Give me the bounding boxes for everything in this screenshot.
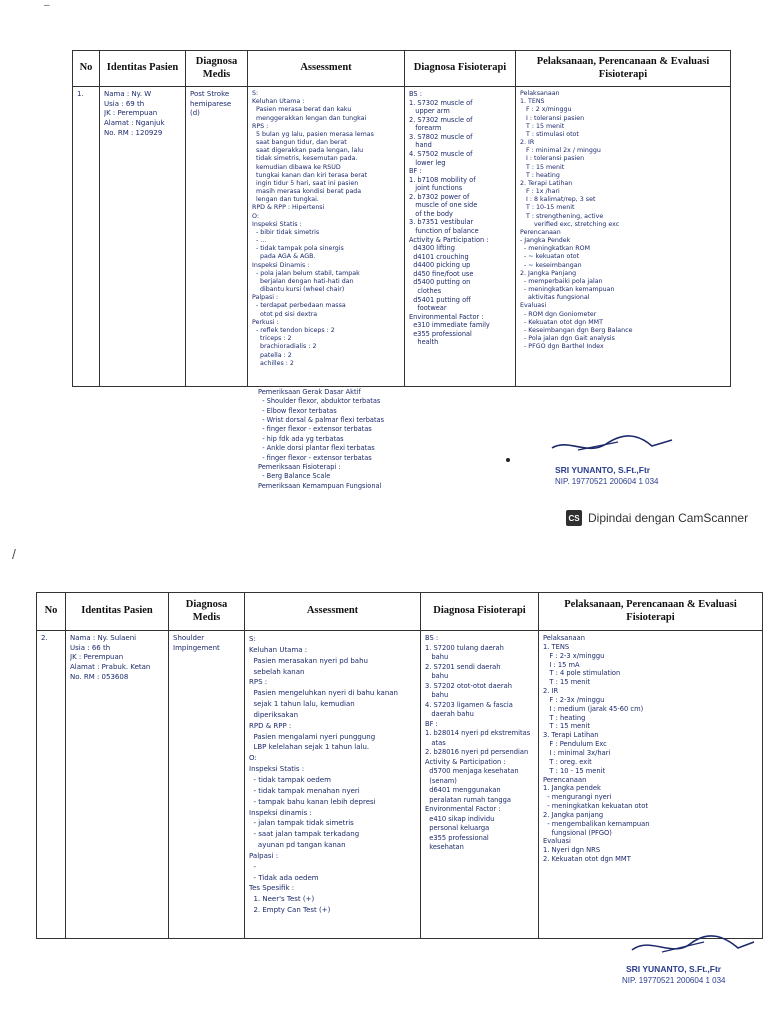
handwritten-line: LBP kelelahan sejak 1 tahun lalu. <box>249 743 370 752</box>
handwritten-line: Keluhan Utama : <box>249 645 308 654</box>
handwritten-line: personal keluarga <box>425 824 490 833</box>
handwritten-line: I : 15 mA <box>543 660 580 669</box>
handwritten-line: Pasien merasakan nyeri pd bahu <box>249 656 368 665</box>
camscanner-icon: CS <box>566 510 582 526</box>
handwritten-line: (senam) <box>425 776 457 785</box>
handwritten-line: - mengurangi nyeri <box>543 793 612 802</box>
handwritten-line: - Pola jalan dgn Gait analysis <box>520 335 615 343</box>
handwritten-line: brachioradialis : 2 <box>252 343 317 351</box>
handwritten-line: Shoulder <box>173 634 205 642</box>
handwritten-line: e355 professional <box>425 833 489 842</box>
handwritten-line: - finger flexor - extensor terbatas <box>258 425 372 434</box>
handwritten-line: O: <box>252 212 259 220</box>
scan-mark-top: – <box>44 0 50 11</box>
handwritten-line: - jalan tampak tidak simetris <box>249 819 354 828</box>
handwritten-line: T : 10 - 15 menit <box>543 766 606 775</box>
handwritten-line: - tidak tampak pola sinergis <box>252 245 344 253</box>
handwritten-line: saat bangun tidur, dan berat <box>252 139 347 147</box>
handwritten-line: of the body <box>409 209 453 218</box>
handwritten-line: - ~ keseimbangan <box>520 261 582 269</box>
cell-diagnosa-medis <box>186 87 248 387</box>
handwritten-line: - pola jalan belum stabil, tampak <box>252 269 360 277</box>
handwritten-line: JK : Perempuan <box>104 109 158 118</box>
handwritten-line: T : 15 menit <box>520 163 565 171</box>
handwritten-line: hemiparese <box>190 99 232 108</box>
handwritten-line: 4. S7203 ligamen & fascia <box>425 700 513 709</box>
handwritten-line: F : 2-3 x/minggu <box>543 651 605 660</box>
cell-identitas <box>100 87 186 387</box>
handwritten-line: dibantu kursi (wheel chair) <box>252 286 345 294</box>
handwritten-line: Pasien mengalami nyeri punggung <box>249 732 376 741</box>
handwritten-line: 2. S7201 sendi daerah <box>425 662 501 671</box>
handwritten-line: e410 sikap individu <box>425 814 495 823</box>
handwritten-line: Pelaksanaan <box>543 634 585 642</box>
camscanner-badge <box>566 510 748 526</box>
handwritten-line: d4101 crouching <box>409 252 469 261</box>
handwritten-line: T : 15 menit <box>543 678 590 687</box>
handwritten-line: bahu <box>425 653 449 662</box>
ink-dot <box>506 458 510 462</box>
handwritten-line: 2. S7302 muscle of <box>409 115 473 124</box>
assessment-table-1 <box>72 50 731 387</box>
handwritten-line: function of balance <box>409 227 479 235</box>
handwritten-line: RPD & RPP : <box>249 721 292 730</box>
handwritten-line: bahu <box>425 691 449 700</box>
handwritten-line: e355 professional <box>409 329 472 338</box>
handwritten-line: - ROM dgn Goniometer <box>520 310 597 318</box>
cell-assessment <box>245 631 421 939</box>
handwritten-line: F : 2-3x /minggu <box>543 695 605 704</box>
handwritten-line: d5700 menjaga kesehatan <box>425 767 519 776</box>
handwritten-line: - tampak bahu kanan lebih depresi <box>249 797 376 806</box>
handwritten-line: d5401 putting off <box>409 295 471 304</box>
handwritten-line: - Wrist dorsal & palmar flexi terbatas <box>258 416 385 425</box>
handwritten-line: 2. IR <box>543 687 559 696</box>
handwritten-line: No. RM : 053608 <box>70 672 129 681</box>
handwritten-line: d450 fine/foot use <box>409 269 474 278</box>
handwritten-line: Pelaksanaan <box>520 90 560 97</box>
handwritten-line: 2. IR <box>520 139 535 147</box>
signature-name-1: SRI YUNANTO, S.Ft.,Ftr <box>555 465 651 475</box>
handwritten-line: T : 15 menit <box>543 722 590 731</box>
handwritten-line: 1. TENS <box>520 98 545 106</box>
handwritten-line: Usia : 69 th <box>104 99 145 108</box>
handwritten-line: Palpasi : <box>249 851 279 860</box>
handwritten-line: - ... <box>252 237 267 245</box>
handwritten-line: 5 bulan yg lalu, pasien merasa lemas <box>252 130 374 138</box>
handwritten-line: 2. Terapi Latihan <box>520 179 573 187</box>
handwritten-line: - tidak tampak menahan nyeri <box>249 786 360 795</box>
handwritten-line: clothes <box>409 286 442 295</box>
handwritten-line: RPS : <box>252 122 269 130</box>
signature-scrawl-2 <box>628 930 758 962</box>
handwritten-line: - mengembalikan kemampuan <box>543 819 650 828</box>
handwritten-line: BS : <box>425 634 439 642</box>
handwritten-line: T : stimulasi otot <box>520 130 579 138</box>
handwritten-line: Alamat : Prabuk. Ketan <box>70 662 151 671</box>
handwritten-line: T : heating <box>520 171 560 179</box>
handwritten-line: sejak 1 tahun lalu, kemudian <box>249 700 355 709</box>
handwritten-line: Inspeksi dinamis : <box>249 808 312 817</box>
handwritten-line: 3. S7802 muscle of <box>409 132 473 141</box>
cell-diagnosa-fisio <box>405 87 516 387</box>
handwritten-line: d5400 putting on <box>409 278 471 287</box>
handwritten-line: S: <box>252 90 259 97</box>
handwritten-line: - ~ kekuatan otot <box>520 253 580 261</box>
handwritten-line: Pasien mengeluhkan nyeri di bahu kanan <box>249 689 398 698</box>
handwritten-line: menggerakkan lengan dan tungkai <box>252 114 367 122</box>
handwritten-line: upper arm <box>409 107 450 116</box>
handwritten-line: 3. Terapi Latihan <box>543 731 599 740</box>
handwritten-line: diperiksakan <box>249 710 299 719</box>
cell-assessment <box>248 87 405 387</box>
handwritten-line: - PFGO dgn Barthel Index <box>520 343 604 351</box>
cell-pelaksanaan <box>539 631 763 939</box>
handwritten-line: Evaluasi <box>543 837 571 846</box>
handwritten-line: Environmental Factor : <box>425 805 501 814</box>
handwritten-line: F : Pendulum Exc <box>543 740 607 749</box>
handwritten-line: Perkusi : <box>252 318 279 326</box>
cell-diagnosa-medis <box>169 631 245 939</box>
handwritten-line: F : minimal 2x / minggu <box>520 147 601 155</box>
header-pelaksanaan: Pelaksanaan, Perencanaan & Evaluasi Fisioterapi <box>516 51 731 87</box>
header-row <box>37 593 763 631</box>
handwritten-line: 1. Jangka pendek <box>543 784 601 793</box>
handwritten-line: 1. S7200 tulang daerah <box>425 643 504 652</box>
handwritten-line: berjalan dengan hati-hati dan <box>252 277 354 285</box>
handwritten-line: - terdapat perbedaan massa <box>252 302 346 310</box>
handwritten-line: lower leg <box>409 158 446 167</box>
handwritten-line: (d) <box>190 109 200 118</box>
handwritten-line: Post Stroke <box>190 90 230 98</box>
handwritten-line: BF : <box>409 167 422 176</box>
handwritten-line: 2. Jangka panjang <box>543 810 604 819</box>
handwritten-line: I : medium (jarak 45-60 cm) <box>543 704 644 713</box>
handwritten-line: Activity & Participation : <box>409 235 489 244</box>
handwritten-line: T : heating <box>543 713 586 722</box>
header-diagnosa-medis: Diagnosa Medis <box>169 593 245 631</box>
cell-identitas <box>66 631 169 939</box>
handwritten-line: - meningkatkan kekuatan otot <box>543 802 648 811</box>
header-row <box>73 51 731 87</box>
handwritten-line: achilles : 2 <box>252 359 294 367</box>
handwritten-line: Pasien merasa berat dan kaku <box>252 106 352 114</box>
header-diagnosa-medis: Diagnosa Medis <box>186 51 248 87</box>
handwritten-line: - hip fdk ada yg terbatas <box>258 434 344 443</box>
handwritten-line: Pemeriksaan Gerak Dasar Aktif <box>258 388 361 396</box>
assessment-overflow-notes <box>258 388 468 491</box>
handwritten-line: 1. Nyeri dgn NRS <box>543 846 601 855</box>
handwritten-line: peralatan rumah tangga <box>425 795 512 804</box>
handwritten-line: Tes Spesifik : <box>249 884 295 893</box>
handwritten-line: Nama : Ny. W <box>104 90 152 98</box>
handwritten-line: Activity & Participation : <box>425 757 506 766</box>
signature-nip-1: NIP. 19770521 200604 1 034 <box>555 477 659 486</box>
handwritten-line: 4. S7502 muscle of <box>409 149 473 158</box>
handwritten-line: ingin tidur 5 hari, saat ini pasien <box>252 179 359 187</box>
header-diagnosa-fisio: Diagnosa Fisioterapi <box>421 593 539 631</box>
handwritten-line: 3. S7202 otot-otot daerah <box>425 681 512 690</box>
handwritten-line: - Jangka Pendek <box>520 237 571 245</box>
handwritten-line: Inspeksi Statis : <box>249 765 305 774</box>
header-no: No <box>37 593 66 631</box>
handwritten-line: hand <box>409 141 432 150</box>
handwritten-line: RPS : <box>249 678 268 687</box>
handwritten-line: tungkai kanan dan kiri terasa berat <box>252 171 368 179</box>
handwritten-line: I : toleransi pasien <box>520 114 585 122</box>
handwritten-line: - Shoulder flexor, abduktor terbatas <box>258 397 381 406</box>
handwritten-line: 1. b7108 mobility of <box>409 175 476 184</box>
handwritten-line: atas <box>425 738 446 747</box>
handwritten-line: Impingement <box>173 643 220 652</box>
handwritten-line: 2. Kekuatan otot dgn MMT <box>543 855 631 864</box>
header-identitas: Identitas Pasien <box>66 593 169 631</box>
signature-nip-2: NIP. 19770521 200604 1 034 <box>622 976 726 985</box>
handwritten-line: Usia : 66 th <box>70 643 111 652</box>
handwritten-line: patella : 2 <box>252 351 292 359</box>
handwritten-line: masih merasa kondisi berat pada <box>252 188 362 196</box>
handwritten-line: Inspeksi Dinamis : <box>252 261 310 269</box>
handwritten-line: Evaluasi <box>520 302 547 310</box>
handwritten-line: - <box>249 862 256 871</box>
handwritten-line: 3. b7351 vestibular <box>409 218 474 227</box>
handwritten-line: aktivitas fungsional <box>520 294 590 302</box>
handwritten-line: - Elbow flexor terbatas <box>258 406 337 415</box>
cell-no: 2. <box>37 631 66 939</box>
handwritten-line: - bibir tidak simetris <box>252 228 320 236</box>
handwritten-line: - finger flexor - extensor terbatas <box>258 453 372 462</box>
header-identitas: Identitas Pasien <box>100 51 186 87</box>
handwritten-line: triceps : 2 <box>252 335 292 343</box>
handwritten-line: kemudian dibawa ke RSUD <box>252 163 341 171</box>
patient-row-2 <box>37 631 763 939</box>
header-no: No <box>73 51 100 87</box>
handwritten-line: bahu <box>425 672 449 681</box>
handwritten-line: T : strengthening, active <box>520 212 604 220</box>
handwritten-line: daerah bahu <box>425 710 474 719</box>
handwritten-line: - memperbaiki pola jalan <box>520 277 603 285</box>
camscanner-label: Dipindai dengan CamScanner <box>588 511 749 525</box>
form-page-2 <box>0 560 768 1024</box>
handwritten-line: forearm <box>409 124 442 133</box>
handwritten-line: I : toleransi pasien <box>520 155 585 163</box>
handwritten-line: T : oreg. exit <box>543 757 592 766</box>
handwritten-line: otot pd sisi dextra <box>252 310 318 318</box>
handwritten-line: Nama : Ny. Sulaeni <box>70 634 137 642</box>
handwritten-line: 1. Neer's Test (+) <box>249 895 315 904</box>
header-diagnosa-fisio: Diagnosa Fisioterapi <box>405 51 516 87</box>
handwritten-line: lengan dan tungkai. <box>252 196 319 204</box>
handwritten-line: - reflek tendon biceps : 2 <box>252 326 335 334</box>
handwritten-line: T : 15 menit <box>520 122 565 130</box>
handwritten-line: O: <box>249 754 257 763</box>
handwritten-line: Alamat : Nganjuk <box>104 118 165 127</box>
handwritten-line: d6401 menggunakan <box>425 786 501 795</box>
handwritten-line: T : 10-15 menit <box>520 204 575 212</box>
assessment-table-2 <box>36 592 763 939</box>
header-pelaksanaan: Pelaksanaan, Perencanaan & Evaluasi Fisioterapi <box>539 593 763 631</box>
handwritten-line: pada AGA & AGB. <box>252 253 316 261</box>
handwritten-line: verified exc, stretching exc <box>520 220 620 228</box>
handwritten-line: 1. S7302 muscle of <box>409 98 473 107</box>
handwritten-line: - meningkatkan kemampuan <box>520 286 615 294</box>
handwritten-line: I : minimal 3x/hari <box>543 748 611 757</box>
handwritten-line: RPD & RPP : Hipertensi <box>252 204 325 212</box>
handwritten-line: JK : Perempuan <box>70 653 124 662</box>
patient-row-1 <box>73 87 731 387</box>
cell-no: 1. <box>73 87 100 387</box>
handwritten-line: saat digerakkan pada lengan, lalu <box>252 147 364 155</box>
handwritten-line: Perencanaan <box>543 775 587 784</box>
cell-diagnosa-fisio <box>421 631 539 939</box>
handwritten-line: d4300 lifting <box>409 244 455 253</box>
handwritten-line: fungsional (PFGO) <box>543 828 612 837</box>
handwritten-line: 2. b28016 nyeri pd persendian <box>425 748 529 757</box>
handwritten-line: - tidak tampak oedem <box>249 775 331 784</box>
handwritten-line: Pemeriksaan Kemampuan Fungsional <box>258 481 382 490</box>
handwritten-line: Palpasi : <box>252 294 279 302</box>
handwritten-line: kesehatan <box>425 843 464 852</box>
handwritten-line: - Kekuatan otot dgn MMT <box>520 318 603 326</box>
handwritten-line: Keluhan Utama : <box>252 98 305 106</box>
handwritten-line: Environmental Factor : <box>409 312 484 321</box>
handwritten-line: - Keseimbangan dgn Berg Balance <box>520 326 633 334</box>
signature-name-2: SRI YUNANTO, S.Ft.,Ftr <box>626 964 722 974</box>
handwritten-line: e310 immediate family <box>409 321 490 330</box>
cell-pelaksanaan <box>516 87 731 387</box>
handwritten-line: muscle of one side <box>409 201 478 210</box>
handwritten-line: health <box>409 338 439 347</box>
handwritten-line: 1. TENS <box>543 642 570 651</box>
handwritten-line: S: <box>249 635 256 643</box>
signature-scrawl-1 <box>548 430 678 460</box>
handwritten-line: - saat jalan tampak terkadang <box>249 830 360 839</box>
handwritten-line: - meningkatkan ROM <box>520 245 591 253</box>
handwritten-line: 2. b7302 power of <box>409 192 470 201</box>
handwritten-line: tidak simetris, kesemutan pada. <box>252 155 358 163</box>
handwritten-line: F : 2 x/minggu <box>520 106 572 114</box>
handwritten-line: joint functions <box>409 184 463 193</box>
handwritten-line: BS : <box>409 90 422 98</box>
handwritten-line: No. RM : 120929 <box>104 128 163 137</box>
handwritten-line: 2. Jangka Panjang <box>520 269 577 277</box>
handwritten-line: - Ankle dorsi plantar flexi terbatas <box>258 444 375 453</box>
handwritten-line: 1. b28014 nyeri pd ekstremitas <box>425 729 531 738</box>
handwritten-line: footwear <box>409 304 447 313</box>
handwritten-line: Inspeksi Statis : <box>252 220 302 228</box>
handwritten-line: Perencanaan <box>520 228 561 236</box>
handwritten-line: I : 8 kalimat/rep, 3 set <box>520 196 596 204</box>
handwritten-line: T : 4 pole stimulation <box>543 669 621 678</box>
handwritten-line: F : 1x /hari <box>520 188 560 196</box>
handwritten-line: d4400 picking up <box>409 261 471 270</box>
header-assessment: Assessment <box>245 593 421 631</box>
handwritten-line: - Berg Balance Scale <box>258 472 331 481</box>
handwritten-line: BF : <box>425 719 438 728</box>
header-assessment: Assessment <box>248 51 405 87</box>
handwritten-line: ayunan pd tangan kanan <box>249 841 346 850</box>
handwritten-line: 2. Empty Can Test (+) <box>249 906 331 915</box>
handwritten-line: Pemeriksaan Fisioterapi : <box>258 462 341 471</box>
handwritten-line: sebelah kanan <box>249 667 305 676</box>
scan-mark-middle: / <box>12 546 16 562</box>
handwritten-line: - Tidak ada oedem <box>249 873 319 882</box>
